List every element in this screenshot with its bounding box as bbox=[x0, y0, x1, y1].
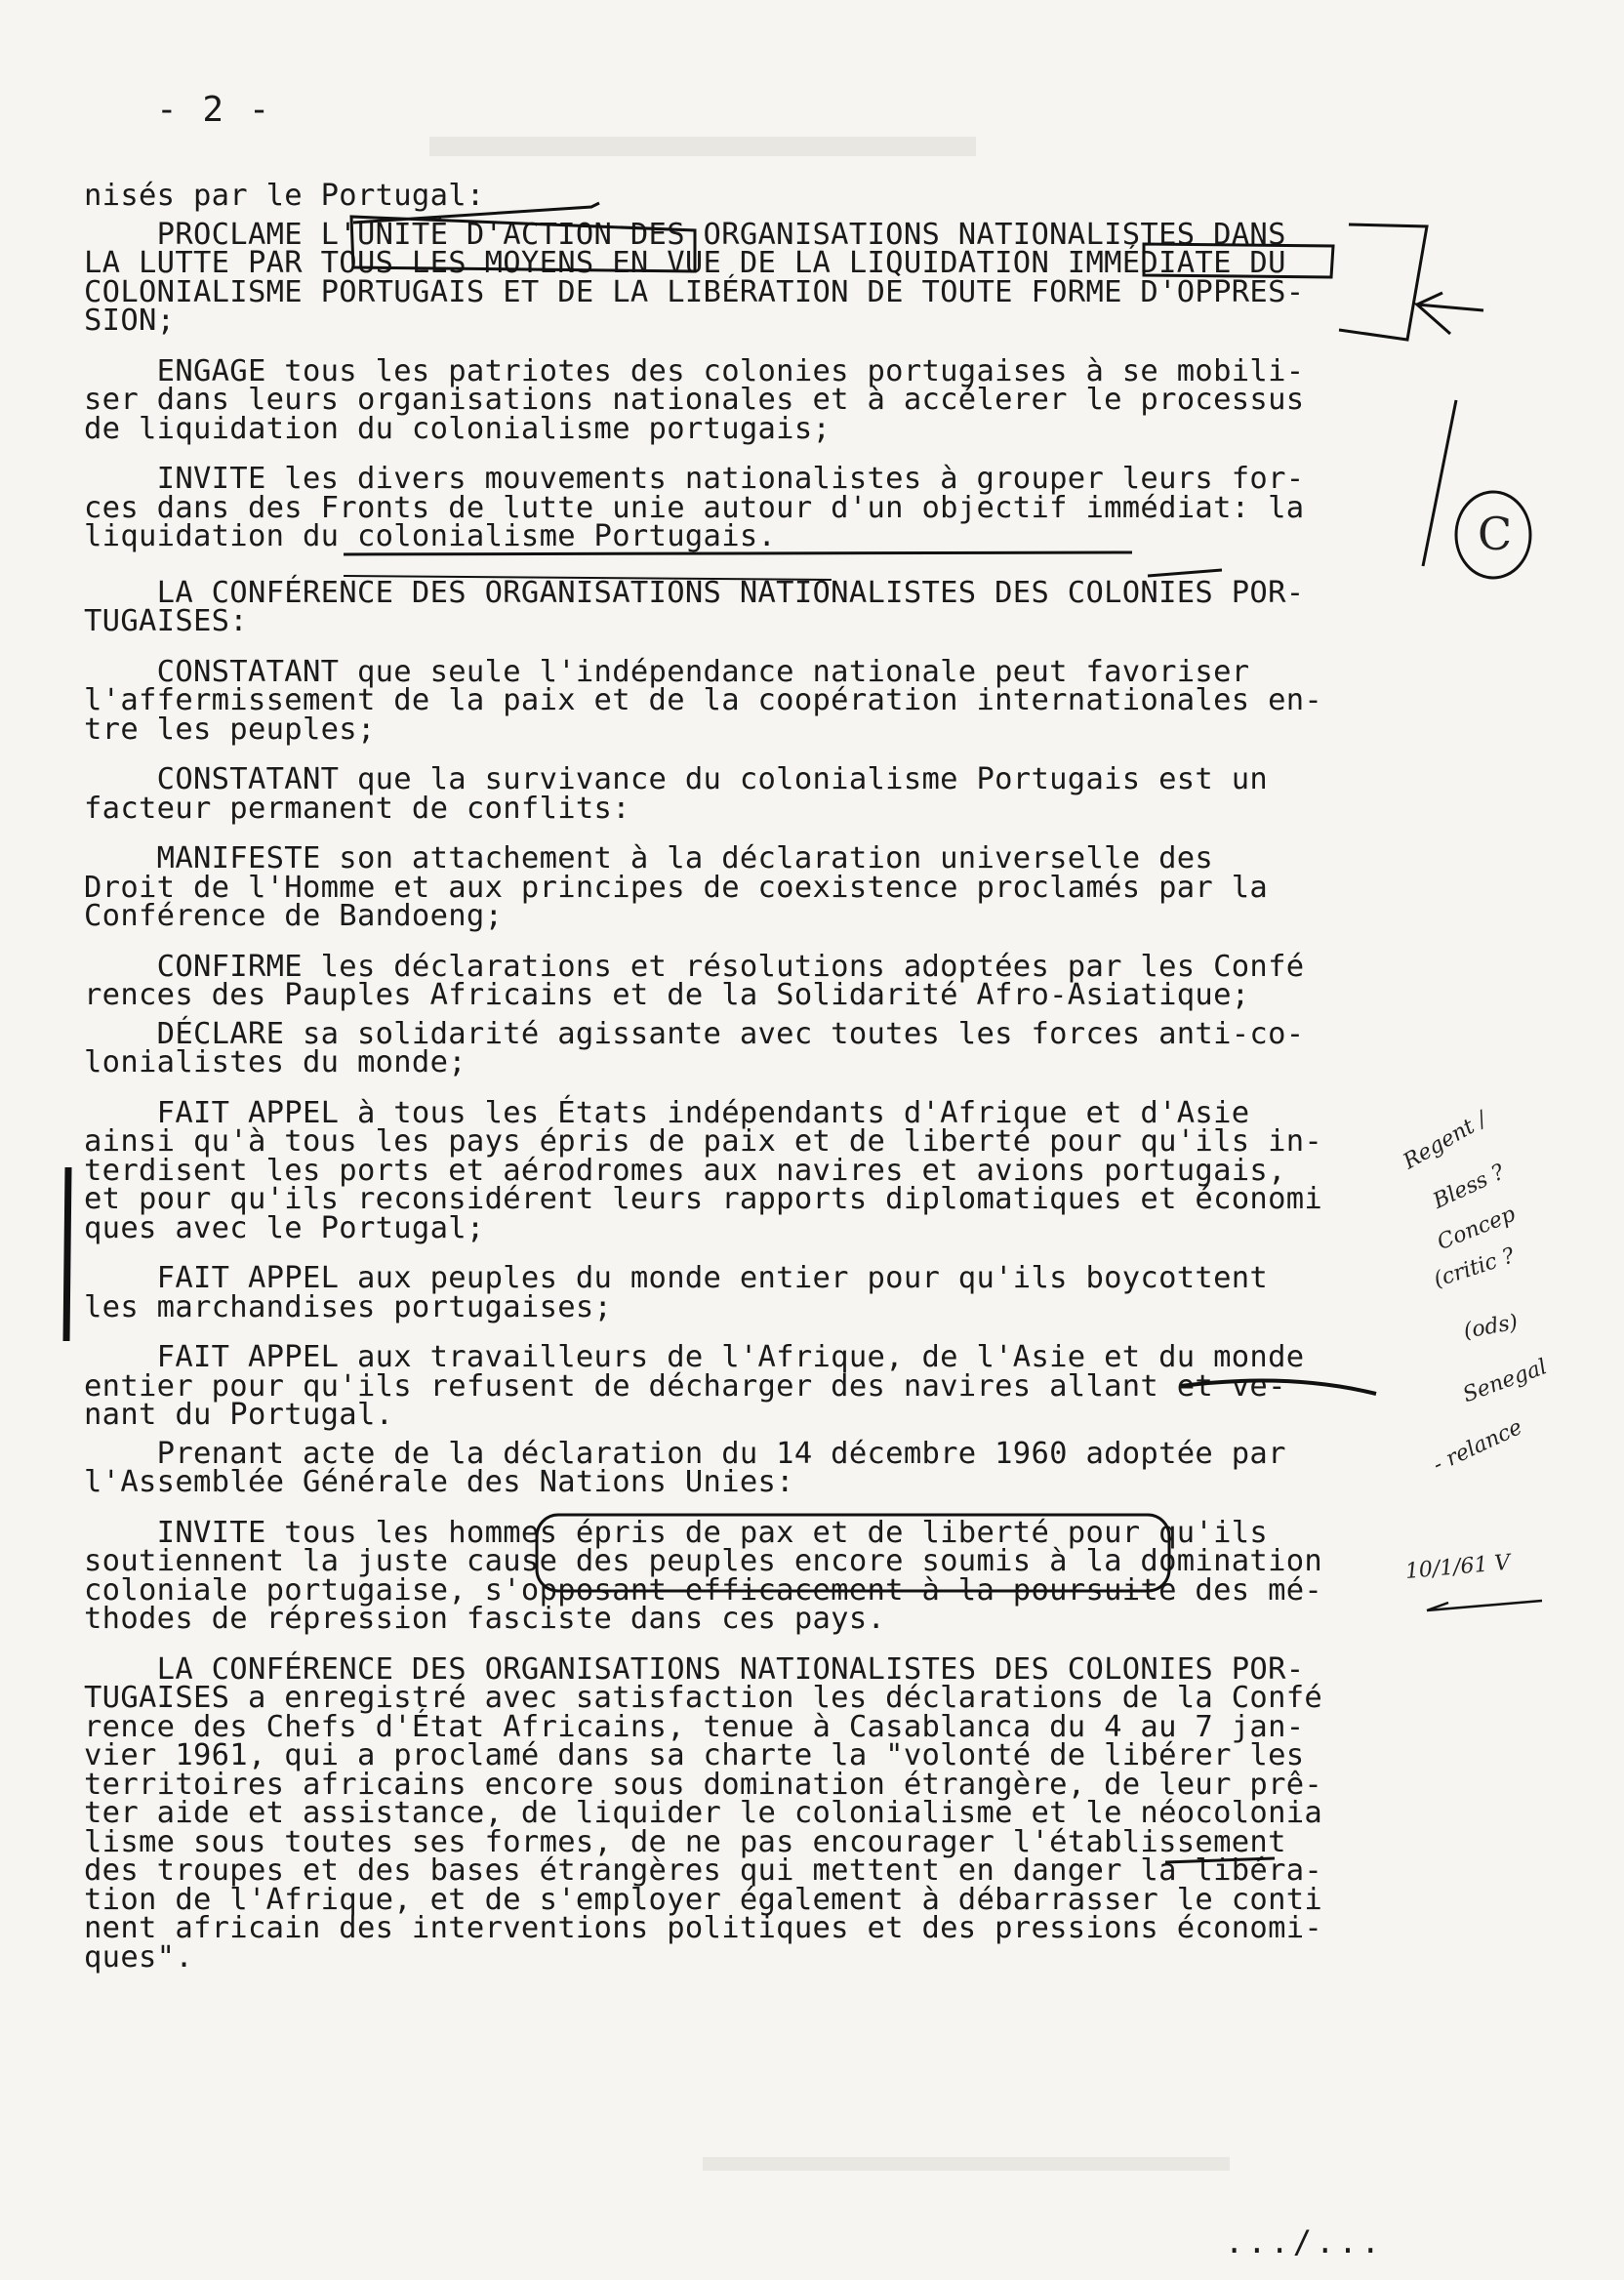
margin-note: (critic ? bbox=[1431, 1243, 1519, 1293]
text-line: SION; bbox=[84, 304, 176, 338]
margin-note: (ods) bbox=[1461, 1310, 1521, 1344]
text-line: de liquidation du colonialisme portugais; bbox=[84, 411, 832, 446]
text-line: thodes de répression fasciste dans ces pays. bbox=[84, 1602, 886, 1636]
text-line: rence des Chefs d'État Africains, tenue à Casablanca du 4 au 7 jan- bbox=[84, 1709, 1305, 1744]
text-line: CONSTATANT que seule l'indépendance nationale peut favoriser bbox=[84, 654, 1250, 689]
text-line: territoires africains encore sous domination étrangère, de leur prê- bbox=[84, 1767, 1323, 1802]
text-line: coloniale portugaise, s'opposant efficacement à la poursuite des mé- bbox=[84, 1572, 1323, 1608]
margin-note: Regent / bbox=[1399, 1107, 1491, 1175]
text-line: les marchandises portugaises; bbox=[84, 1289, 613, 1324]
margin-date-arrow bbox=[1427, 1601, 1542, 1610]
margin-note: - relance bbox=[1429, 1414, 1526, 1478]
text-line: l'Assemblée Générale des Nations Unies: bbox=[84, 1465, 794, 1499]
text-line: terdisent les ports et aérodromes aux navires et avions portugais, bbox=[84, 1153, 1286, 1188]
text-line: nisés par le Portugal: bbox=[84, 179, 485, 213]
scan-smudge bbox=[429, 137, 976, 156]
text-line: DÉCLARE sa solidarité agissante avec toutes les forces anti-co- bbox=[84, 1016, 1305, 1051]
text-line: entier pour qu'ils refusent de décharger des navires allant et ve- bbox=[84, 1368, 1286, 1404]
text-line: CONSTATANT que la survivance du colonialisme Portugais est un bbox=[84, 762, 1269, 796]
text-line: des troupes et des bases étrangères qui mettent en danger la libéra- bbox=[84, 1853, 1323, 1888]
text-line: liquidation du colonialisme Portugais. bbox=[84, 519, 777, 553]
margin-note: Bless ? bbox=[1429, 1160, 1509, 1214]
text-line: facteur permanent de conflits: bbox=[84, 791, 630, 826]
text-line: Conférence de Bandoeng; bbox=[84, 899, 504, 933]
document-body bbox=[84, 179, 1431, 1975]
text-line: l'affermissement de la paix et de la coopération internationales en- bbox=[84, 683, 1323, 717]
margin-note: 10/1/61 V bbox=[1403, 1550, 1512, 1584]
text-line: INVITE les divers mouvements nationalistes à grouper leurs for- bbox=[84, 462, 1305, 496]
text-line: ques avec le Portugal; bbox=[84, 1210, 485, 1245]
paragraph-gap bbox=[84, 551, 1431, 579]
text-line: MANIFESTE son attachement à la déclaration universelle des bbox=[84, 841, 1214, 875]
text-line: LA CONFÉRENCE DES ORGANISATIONS NATIONALISTES DES COLONIES POR- bbox=[84, 1651, 1305, 1687]
text-line: ques". bbox=[84, 1939, 193, 1975]
text-line: FAIT APPEL aux peuples du monde entier pour qu'ils boycottent bbox=[84, 1261, 1269, 1295]
text-line: vier 1961, qui a proclamé dans sa charte la "volonté de libérer les bbox=[84, 1738, 1305, 1772]
text-line: soutiennent la juste cause des peuples encore soumis à la domination bbox=[84, 1544, 1323, 1578]
scan-smudge bbox=[703, 2157, 1230, 2171]
text-line: lonialistes du monde; bbox=[84, 1045, 467, 1079]
text-line: ser dans leurs organisations nationales et à accélerer le processus bbox=[84, 383, 1305, 417]
text-line: ces dans des Fronts de lutte unie autour d'un objectif immédiat: la bbox=[84, 490, 1305, 525]
text-line: PROCLAME L'UNITÉ D'ACTION DES ORGANISATIONS NATIONALISTES DANS bbox=[84, 217, 1286, 252]
text-line: et pour qu'ils reconsidérent leurs rapports diplomatiques et économi bbox=[84, 1182, 1323, 1216]
text-line: rences des Pauples Africains et de la Solidarité Afro-Asiatique; bbox=[84, 978, 1250, 1012]
text-line: LA CONFÉRENCE DES ORGANISATIONS NATIONALISTES DES COLONIES POR- bbox=[84, 575, 1305, 610]
text-line: Prenant acte de la déclaration du 14 décembre 1960 adoptée par bbox=[84, 1436, 1286, 1471]
margin-note: Concep bbox=[1434, 1201, 1520, 1256]
text-line: ainsi qu'à tous les pays épris de paix et de liberté pour qu'ils in- bbox=[84, 1124, 1323, 1159]
continuation-marker: .../... bbox=[1225, 2223, 1384, 2260]
text-line: CONFIRME les déclarations et résolutions adoptées par les Confé bbox=[84, 949, 1305, 984]
text-line: tion de l'Afrique, et de s'employer également à débarrasser le conti bbox=[84, 1882, 1323, 1917]
text-line: LA LUTTE PAR TOUS LES MOYENS EN VUE DE LA LIQUIDATION IMMÉDIATE DU bbox=[84, 246, 1286, 280]
margin-note: Senegal bbox=[1459, 1355, 1551, 1408]
circled-letter-c: C bbox=[1478, 508, 1513, 560]
text-line: TUGAISES: bbox=[84, 604, 248, 638]
text-line: ter aide et assistance, de liquider le colonialisme et le néocolonia bbox=[84, 1796, 1323, 1830]
text-line: FAIT APPEL aux travailleurs de l'Afrique, de l'Asie et du monde bbox=[84, 1340, 1305, 1374]
text-line: nant du Portugal. bbox=[84, 1398, 394, 1432]
text-line: nent africain des interventions politiques et des pressions économi- bbox=[84, 1911, 1323, 1945]
text-line: ENGAGE tous les patriotes des colonies portugaises à se mobili- bbox=[84, 353, 1305, 388]
text-line: Droit de l'Homme et aux principes de coexistence proclamés par la bbox=[84, 870, 1269, 905]
text-line: TUGAISES a enregistré avec satisfaction les déclarations de la Confé bbox=[84, 1681, 1323, 1715]
text-line: FAIT APPEL à tous les États indépendants d'Afrique et d'Asie bbox=[84, 1095, 1250, 1130]
left-margin-bar bbox=[66, 1167, 68, 1341]
text-line: COLONIALISME PORTUGAIS ET DE LA LIBÉRATION DE TOUTE FORME D'OPPRES- bbox=[84, 274, 1305, 309]
page-number: - 2 - bbox=[156, 90, 272, 130]
text-line: tre les peuples; bbox=[84, 712, 376, 747]
text-line: lisme sous toutes ses formes, de ne pas encourager l'établissement bbox=[84, 1824, 1286, 1859]
text-line: INVITE tous les hommes épris de pax et de liberté pour qu'ils bbox=[84, 1515, 1269, 1550]
